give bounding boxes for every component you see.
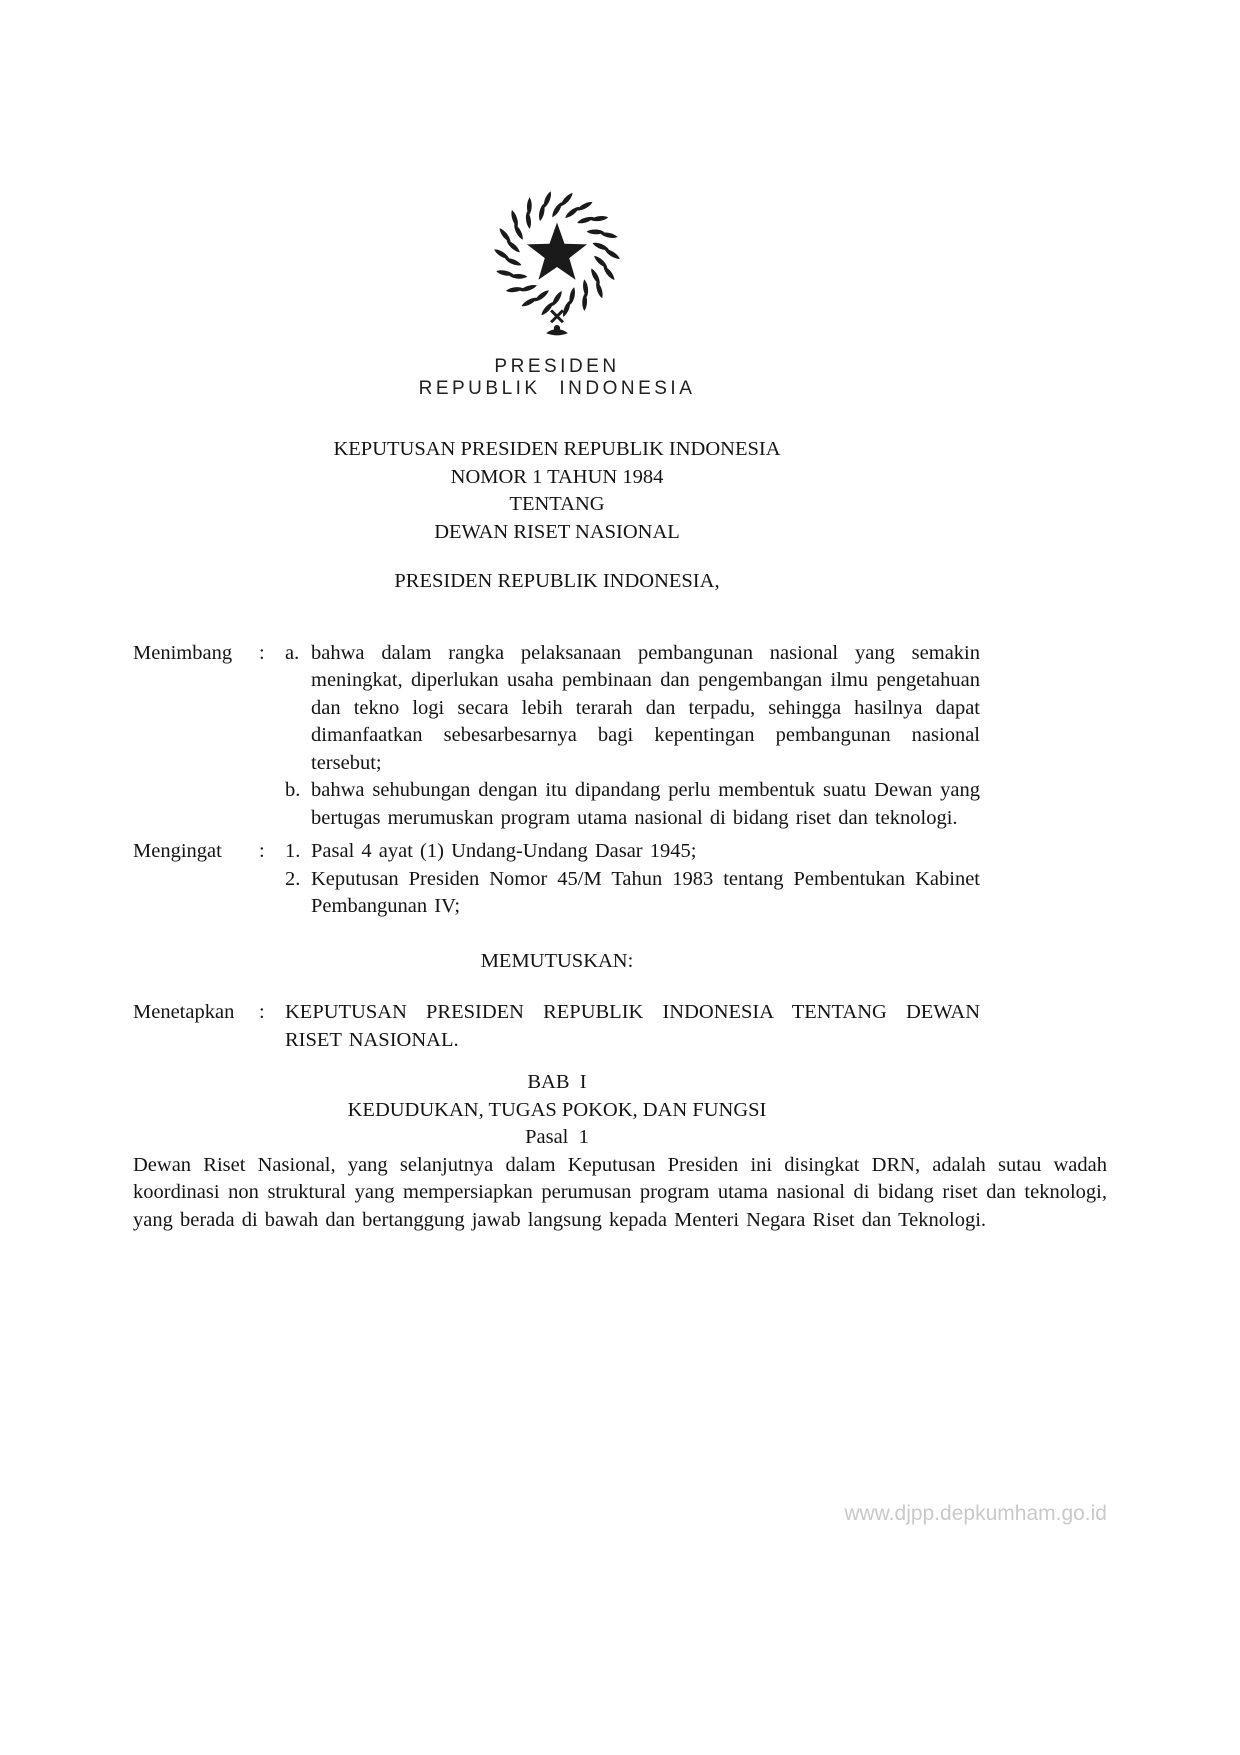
- bab-1-heading-block: [133, 1069, 981, 1152]
- letterhead-presiden: PRESIDEN: [494, 356, 620, 377]
- mengingat-section: [133, 838, 1107, 921]
- spacer: [259, 777, 285, 832]
- title-line-nomor: NOMOR 1 TAHUN 1984: [450, 465, 664, 488]
- mengingat-item-2-marker: 2.: [285, 867, 301, 890]
- spacer: [133, 777, 259, 832]
- title-line-subject: DEWAN RISET NASIONAL: [434, 520, 680, 543]
- menimbang-section: [133, 640, 1107, 833]
- mengingat-item-1-marker: 1.: [285, 840, 301, 862]
- mengingat-label: Mengingat: [133, 840, 222, 862]
- presidential-star-wreath-emblem-icon: [478, 188, 636, 340]
- menimbang-item-a-marker: a.: [285, 641, 300, 664]
- document-content: [133, 0, 1107, 1234]
- letterhead-republik-indonesia: REPUBLIK INDONESIA: [418, 378, 696, 399]
- title-line-keputusan: KEPUTUSAN PRESIDEN REPUBLIK INDONESIA: [333, 438, 781, 460]
- bab-title: KEDUDUKAN, TUGAS POKOK, DAN FUNGSI: [347, 1098, 767, 1121]
- mengingat-colon: :: [259, 840, 265, 862]
- bab-number: BAB I: [527, 1071, 587, 1093]
- spacer: [133, 866, 259, 921]
- star-icon: [527, 223, 587, 280]
- menetapkan-text: KEPUTUSAN PRESIDEN REPUBLIK INDONESIA TENTANG DEWAN RISET NASIONAL.: [285, 1001, 980, 1051]
- menetapkan-colon: :: [259, 1001, 265, 1023]
- salutation: PRESIDEN REPUBLIK INDONESIA,: [394, 570, 720, 592]
- pasal-number: Pasal 1: [525, 1126, 589, 1148]
- mengingat-item-2-text: Keputusan Presiden Nomor 45/M Tahun 1983 tentang Pembentukan Kabinet Pembangunan IV;: [311, 867, 980, 917]
- letterhead: [133, 188, 981, 400]
- mengingat-item-1-text: Pasal 4 ayat (1) Undang-Undang Dasar 1945;: [311, 840, 697, 862]
- menetapkan-label: Menetapkan: [133, 1001, 235, 1023]
- menimbang-colon: :: [259, 641, 265, 664]
- memutuskan-heading: MEMUTUSKAN:: [480, 949, 634, 972]
- menimbang-item-a-text: bahwa dalam rangka pelaksanaan pembangunan nasional yang semakin meningkat, diperlukan usaha pembinaan dan pengembangan ilmu pengetahuan dan tekno logi secara lebih terarah dan terpadu, sehingga hasilnya dapat dimanfaatkan sebesarbesarnya bagi kepentingan pembangunan nasional tersebut;: [311, 641, 980, 774]
- pasal-1-body: Dewan Riset Nasional, yang selanjutnya dalam Keputusan Presiden ini disingkat DRN, adalah sutau wadah koordinasi non struktural yang mempersiapkan perumusan program utama nasional di bidang riset dan teknologi, yang berada di bawah dan bertanggung jawab langsung kepada Menteri Negara Riset dan Teknologi.: [133, 1153, 1107, 1231]
- title-line-tentang: TENTANG: [509, 493, 605, 515]
- menetapkan-section: [133, 999, 1107, 1054]
- menimbang-item-b-text: bahwa sehubungan dengan itu dipandang perlu membentuk suatu Dewan yang bertugas merumuskan program utama nasional di bidang riset dan teknologi.: [311, 779, 980, 829]
- site-watermark: www.djpp.depkumham.go.id: [844, 1502, 1107, 1525]
- decree-title-block: [133, 436, 981, 546]
- menimbang-label: Menimbang: [133, 641, 233, 664]
- menimbang-item-b-marker: b.: [285, 779, 301, 801]
- spacer: [259, 866, 285, 921]
